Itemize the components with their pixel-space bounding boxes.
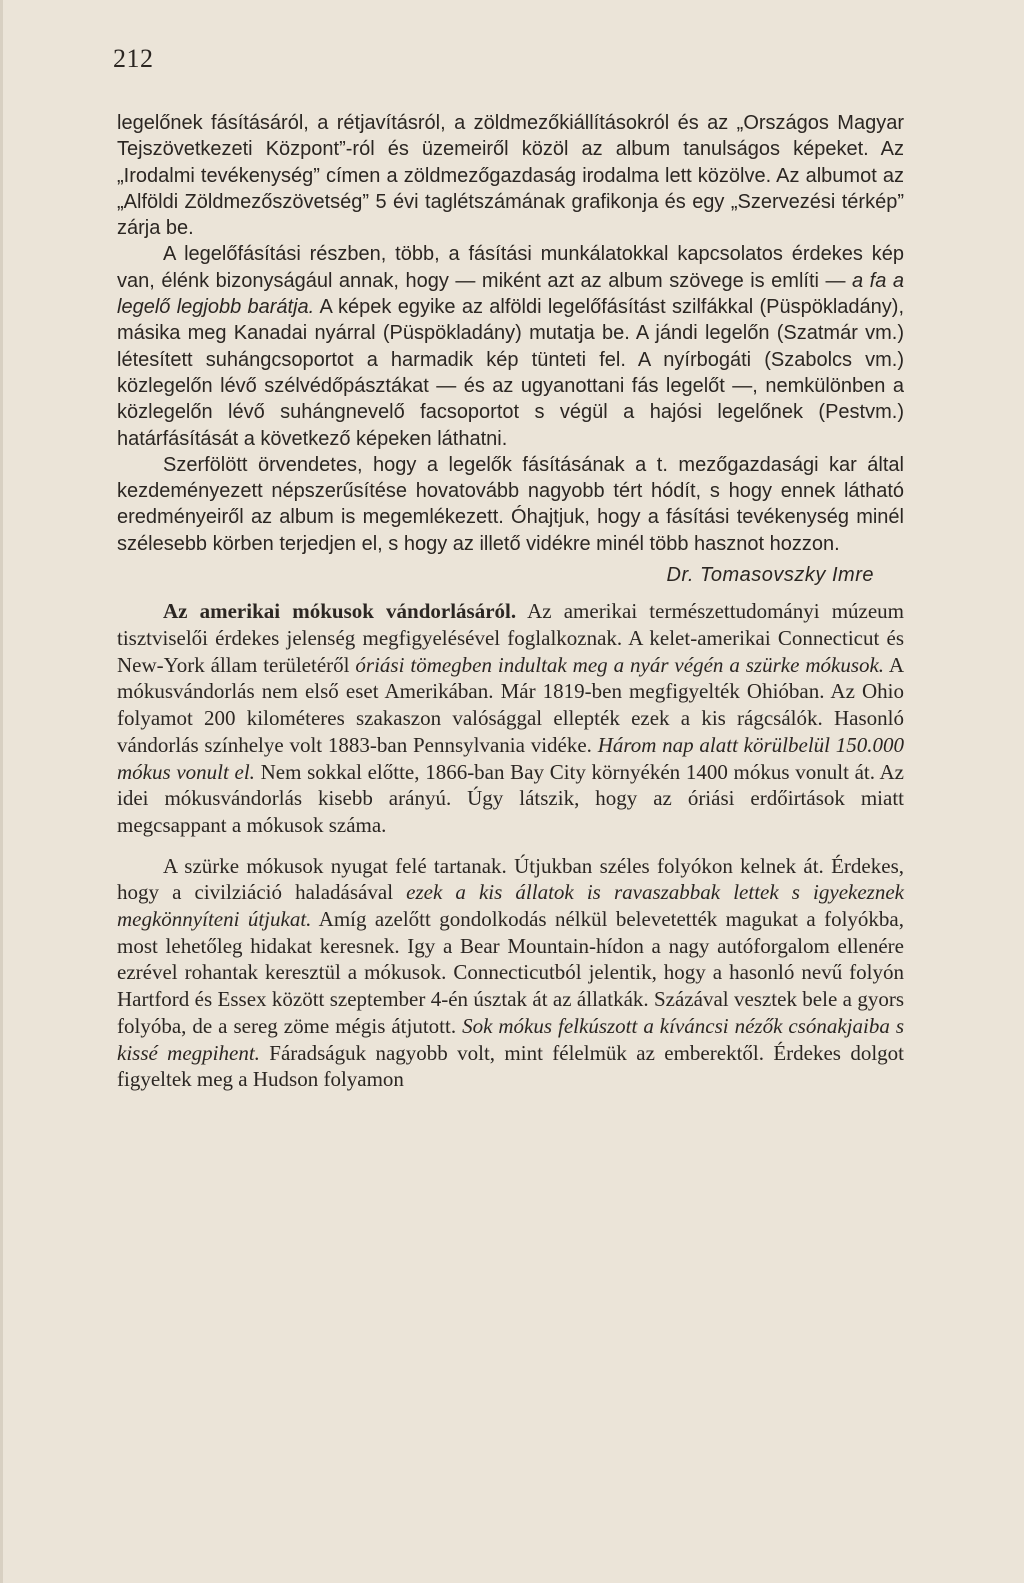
paragraph-mokus-west bbox=[117, 853, 904, 1093]
legelo-fasitas-section bbox=[117, 110, 904, 588]
paragraph-album-contents: legelőnek fásításáról, a rétjavításról, a zöldmezőkiállításokról és az „Országos Magyar Tejszövetkezeti Központ”-ról és üzemeiről közöl az album tanulságos képeket. Az „Irodalmi tevékenység” címen a zöldmezőgazdaság irodalma lett közölve. Az albumot az „Alföldi Zöldmezőszövetség” 5 évi taglétszámának grafikonja és egy „Szervezési térkép” zárja be. bbox=[117, 112, 904, 240]
italic-phrase: óriási tömegben indultak meg a nyár végén a szürke mókusok. bbox=[355, 652, 885, 677]
italic-phrase: Sok mókus felkúszott a kíváncsi nézők csónakjaiba s kissé megpihent. bbox=[117, 1013, 904, 1065]
text-run: A szürke mókusok nyugat felé tartanak. Útjukban széles folyókon kelnek át. Érdekes, hogy a civilziáció haladásával bbox=[117, 853, 904, 905]
page-edge-shadow bbox=[0, 0, 3, 1583]
text-run: A legelőfásítási részben, több, a fásítási munkálatokkal kapcsolatos érdekes kép van, élénk bizonyságául annak, hogy — miként azt az album szövege is említi — bbox=[117, 243, 904, 292]
mokus-vandorlas-section bbox=[117, 598, 904, 1093]
italic-phrase: a fa a legelő legjobb barátja. bbox=[117, 269, 904, 319]
text-run: Nem sokkal előtte, 1866-ban Bay City környékén 1400 mókus vonult át. Az idei mókusvándorlás kisebb arányú. Úgy látszik, hogy az óriási erdőirtások miatt megcsappant a mókusok száma. bbox=[117, 759, 904, 837]
text-run: A képek egyike az alföldi legelőfásítást szilfákkal (Püspökladány), másika meg Kanadai nyárral (Püspökladány) mutatja be. A jándi legelőn (Szatmár vm.) létesített suhángcsoportot a harmadik kép tünteti fel. A nyírbogáti (Szabolcs vm.) közlegelőn lévő szélvédőpásztákat — és az ugyanottani fás legelőt —, nemkülönben a közlegelőn lévő suhángnevelő facsoportot s végül a hajósi legelőnek (Pestvm.) határfásítását a következő képeken láthatni. bbox=[117, 296, 904, 450]
author-signature: Dr. Tomasovszky Imre bbox=[666, 564, 874, 587]
text-run: Amíg azelőtt gondolkodás nélkül belevetették magukat a folyókba, most lehetőleg hidakat keresnek. Igy a Bear Mountain-hídon a nagy autóforgalom ellenére ezrével rohantak keresztül a mókusok. Connecticutból jelentik, hogy a hasonló nevű folyón Hartford és Essex között szeptember 4-én úsztak át az állatkák. Százával vesztek bele a gyors folyóba, de a sereg zöme mégis átjutott. bbox=[117, 907, 904, 1038]
italic-phrase: Három nap alatt körülbelül 150.000 mókus vonult el. bbox=[117, 732, 905, 784]
text-run: Az amerikai természettudományi múzeum tisztviselői érdekes jelenség megfigyelésével foglalkoznak. A kelet-amerikai Connecticut és New-York állam területéről bbox=[117, 599, 905, 677]
italic-phrase: ezek a kis állatok is ravaszabbak lettek s igyekeznek megkönnyíteni útjukat. bbox=[117, 880, 904, 932]
paragraph-mokus-intro bbox=[117, 598, 904, 838]
page-body bbox=[117, 110, 904, 1093]
paragraph-conclusion: Szerfölött örvendetes, hogy a legelők fásításának a t. mezőgazdasági kar által kezdeményezett népszerűsítése hovatovább nagyobb tért hódít, s hogy ennek látható eredményeiről az album is megemlékezett. Óhajtjuk, hogy a fásítási tevékenység minél szélesebb körben terjedjen el, s hogy az illető vidékre minél több hasznot hozzon. bbox=[117, 453, 904, 555]
text-run: Fáradságuk nagyobb volt, mint félelmük az emberektől. Érdekes dolgot figyeltek meg a Hudson folyamon bbox=[117, 1040, 905, 1092]
page-number: 212 bbox=[113, 44, 154, 73]
text-run: A mókusvándorlás nem első eset Amerikában. Már 1819-ben megfigyelték Ohióban. Az Ohio folyamot 200 kilométeres szakaszon valósággal ellepték ezek a kis rágcsálók. Hasonló vándorlás színhelye volt 1883-ban Pennsylvania vidéke. bbox=[117, 652, 904, 757]
paragraph-legelofasitas bbox=[117, 241, 904, 451]
section-title: Az amerikai mókusok vándorlásáról. bbox=[163, 599, 517, 624]
